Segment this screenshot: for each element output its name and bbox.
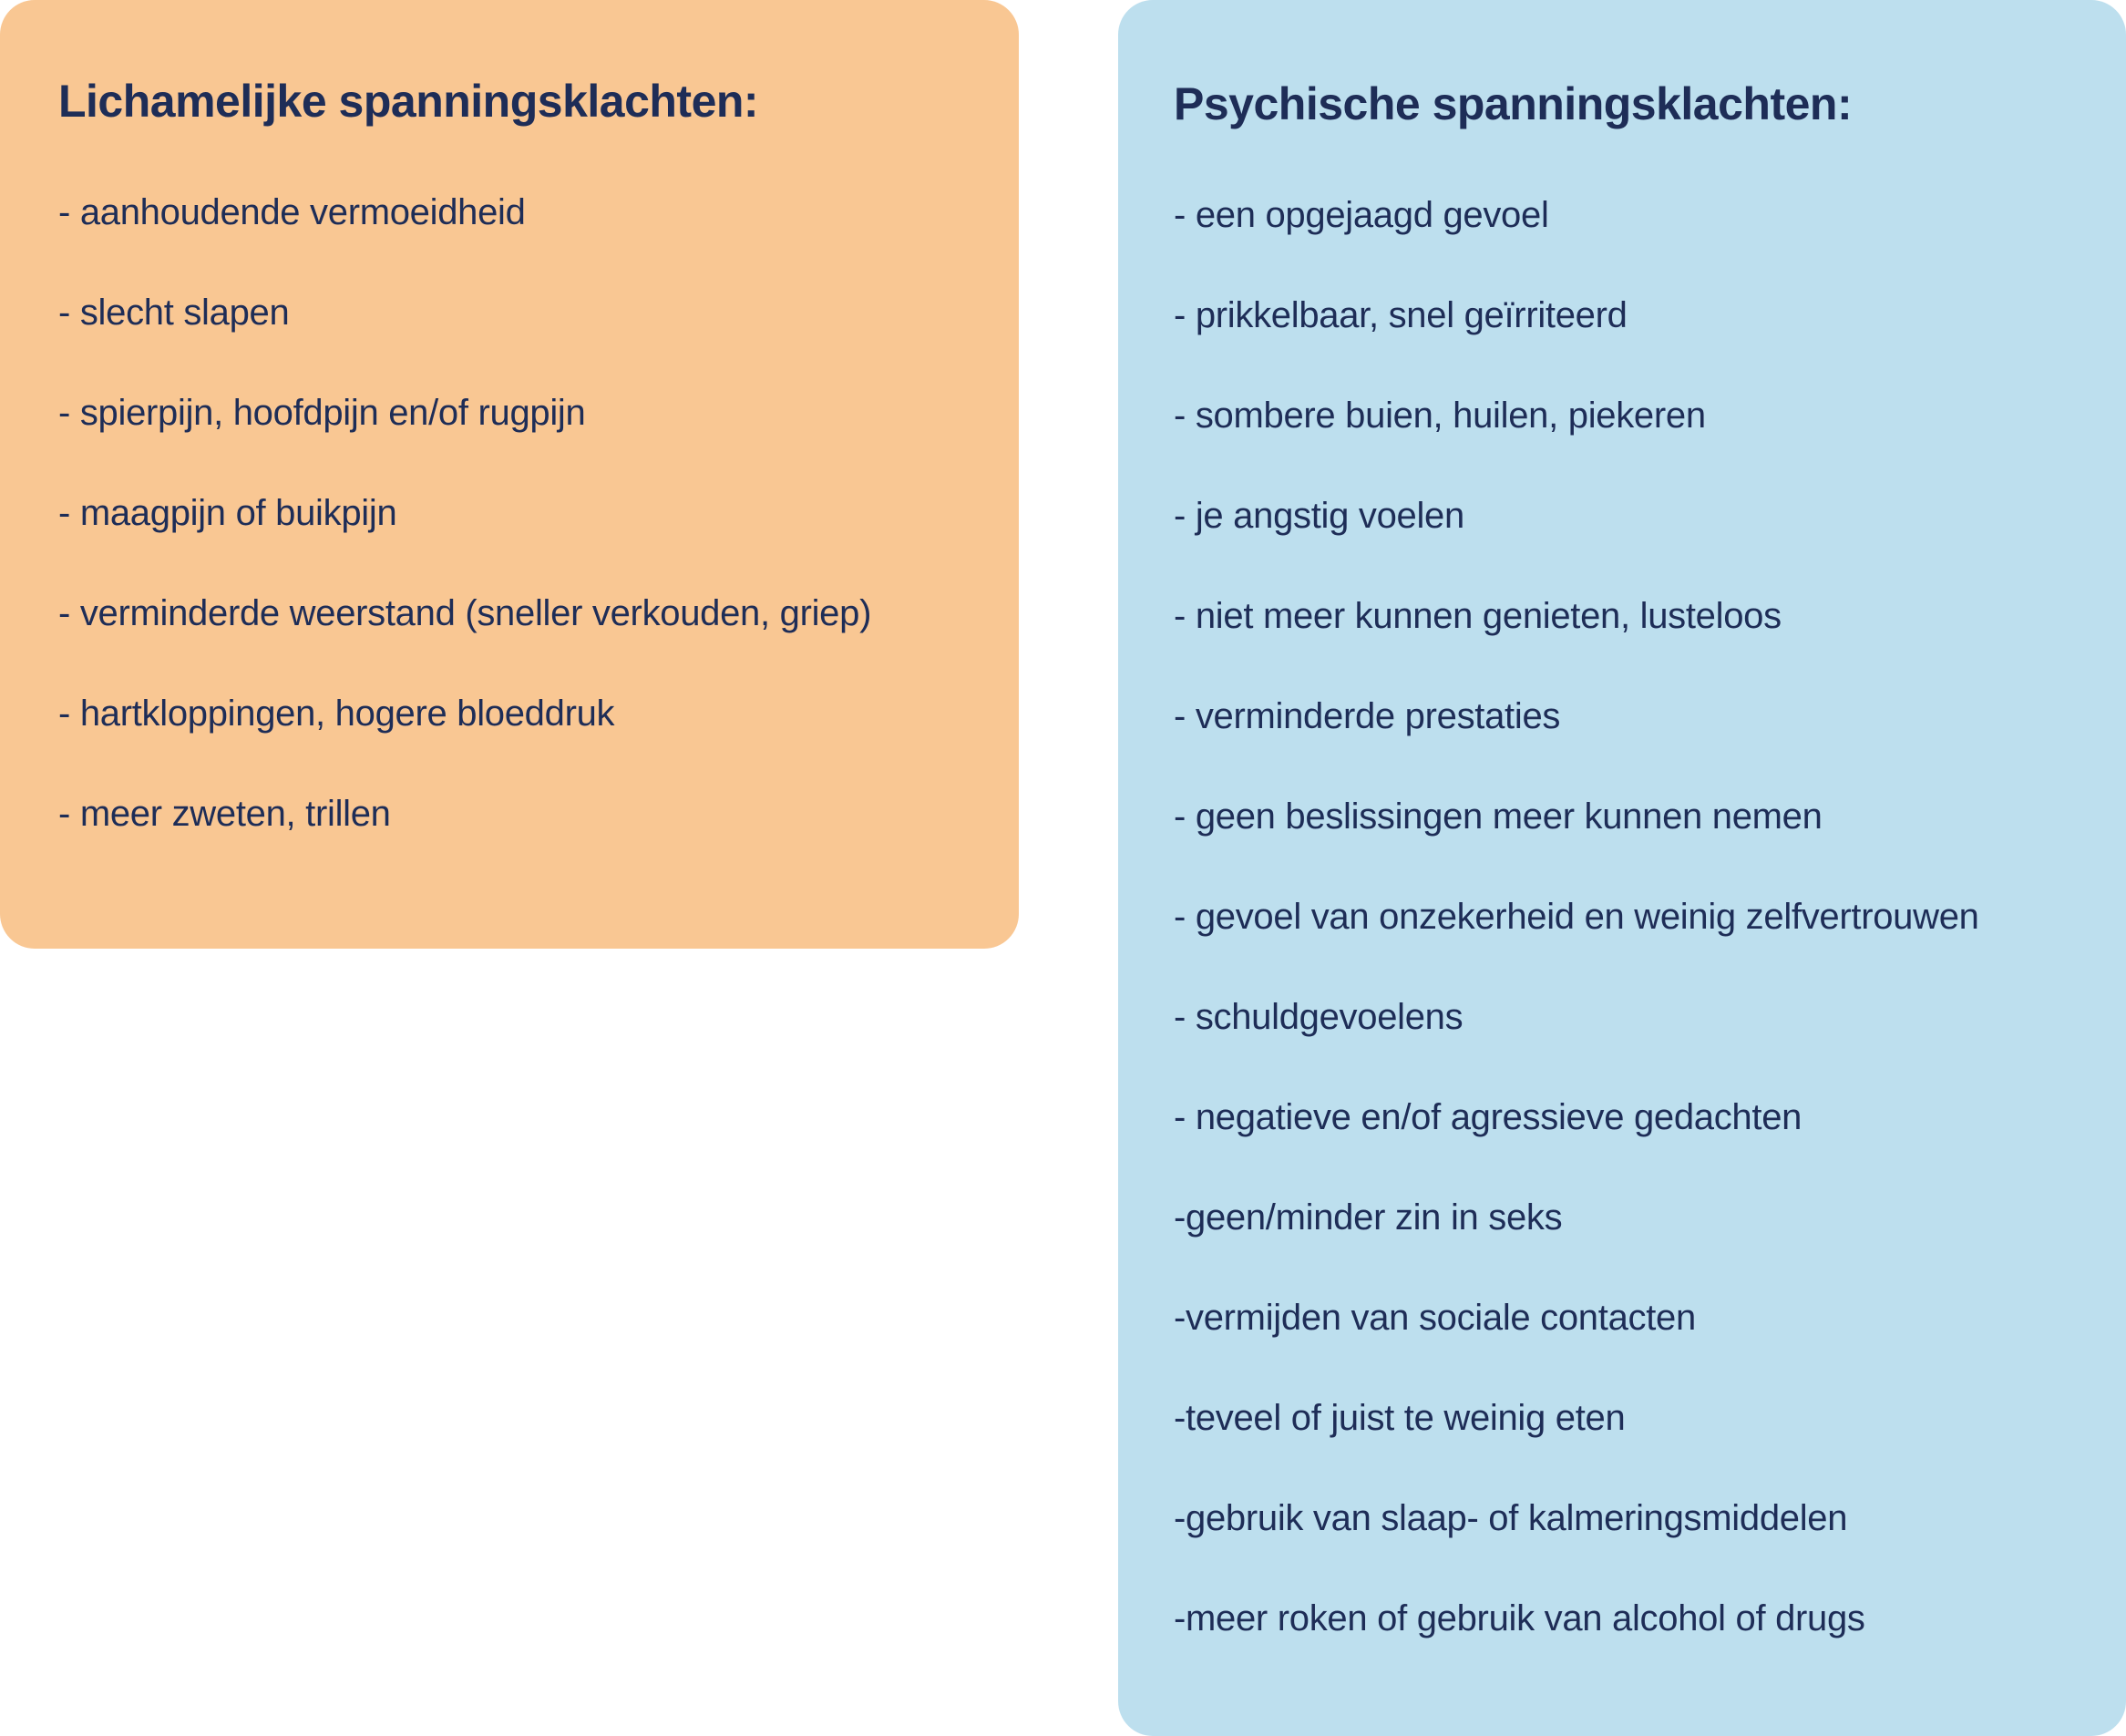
list-item: - negatieve en/of agressieve gedachten bbox=[1174, 1097, 1802, 1137]
list-item: - gevoel van onzekerheid en weinig zelfvertrouwen bbox=[1174, 897, 1979, 937]
list-item: - sombere buien, huilen, piekeren bbox=[1174, 395, 1706, 436]
list-item: -vermijden van sociale contacten bbox=[1174, 1298, 1696, 1338]
list-item: -gebruik van slaap- of kalmeringsmiddelen bbox=[1174, 1498, 1848, 1538]
physical-complaints-card bbox=[0, 0, 1019, 949]
physical-complaints-title: Lichamelijke spanningsklachten: bbox=[58, 76, 759, 127]
list-item: - maagpijn of buikpijn bbox=[58, 493, 397, 533]
list-item: -geen/minder zin in seks bbox=[1174, 1197, 1563, 1238]
list-item: - niet meer kunnen genieten, lusteloos bbox=[1174, 596, 1782, 636]
list-item: - je angstig voelen bbox=[1174, 496, 1464, 536]
list-item: - verminderde prestaties bbox=[1174, 696, 1561, 736]
list-item: - prikkelbaar, snel geïrriteerd bbox=[1174, 295, 1628, 335]
list-item: - verminderde weerstand (sneller verkouden, griep) bbox=[58, 593, 872, 633]
list-item: - hartkloppingen, hogere bloeddruk bbox=[58, 693, 615, 734]
psychic-complaints-title: Psychische spanningsklachten: bbox=[1174, 78, 1853, 129]
physical-complaints-list bbox=[58, 194, 871, 896]
list-item: -meer roken of gebruik van alcohol of drugs bbox=[1174, 1598, 1865, 1638]
list-item: - aanhoudende vermoeidheid bbox=[58, 192, 526, 232]
list-item: - meer zweten, trillen bbox=[58, 794, 391, 834]
list-item: -teveel of juist te weinig eten bbox=[1174, 1398, 1626, 1438]
list-item: - schuldgevoelens bbox=[1174, 997, 1464, 1037]
list-item: - geen beslissingen meer kunnen nemen bbox=[1174, 796, 1823, 837]
list-item: - spierpijn, hoofdpijn en/of rugpijn bbox=[58, 393, 586, 433]
list-item: - slecht slapen bbox=[58, 293, 290, 333]
list-item: - een opgejaagd gevoel bbox=[1174, 195, 1549, 235]
psychic-complaints-card bbox=[1118, 0, 2126, 1736]
psychic-complaints-list bbox=[1174, 197, 1979, 1700]
